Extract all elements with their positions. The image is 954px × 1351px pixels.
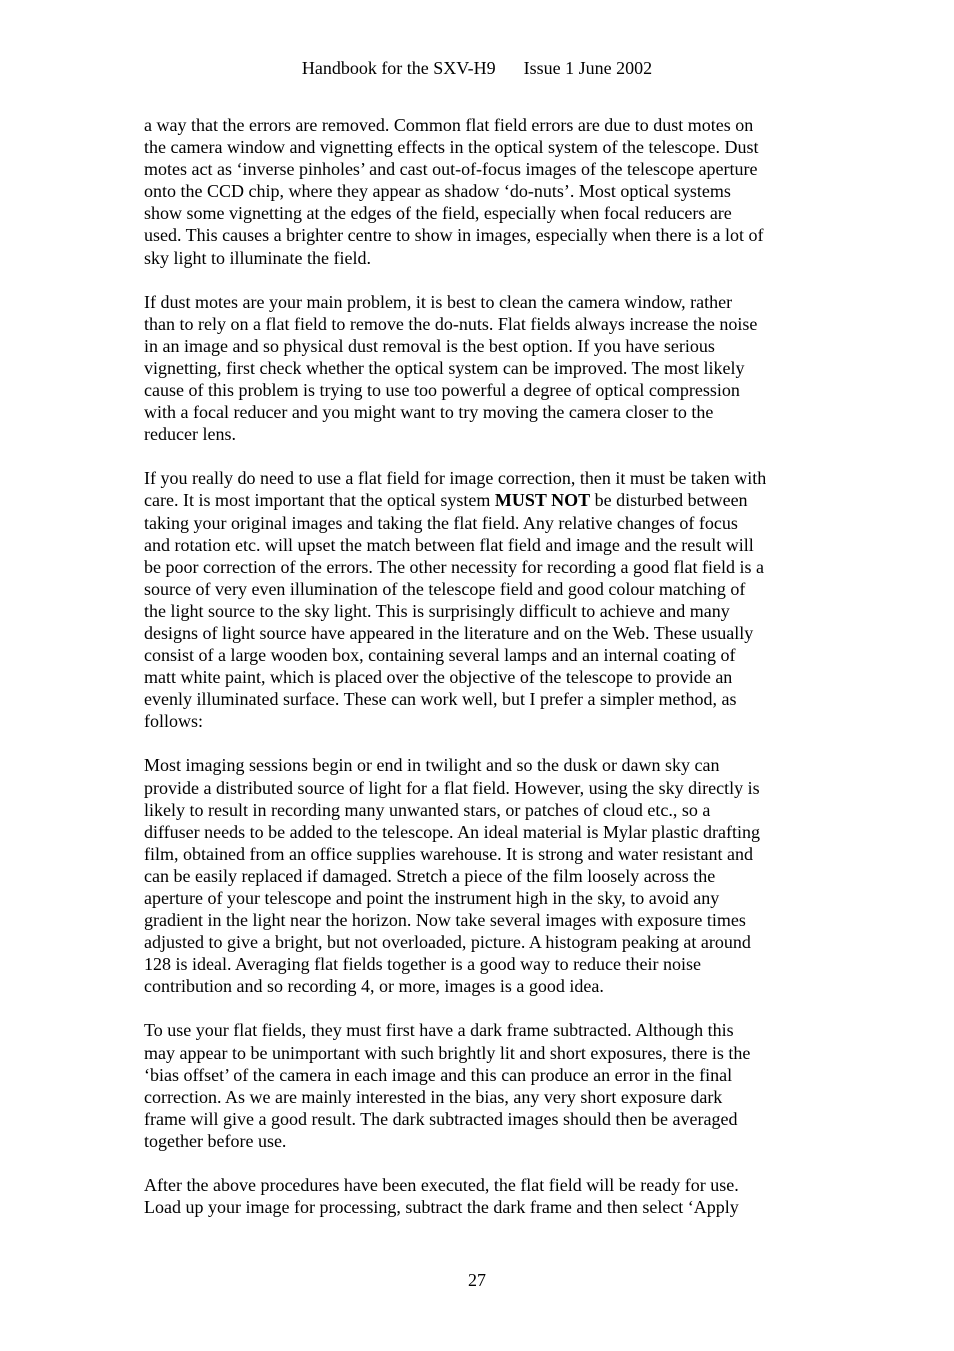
text-line: the light source to the sky light. This is surprisingly difficult to achieve and many [144,600,730,621]
running-header [0,57,954,79]
paragraph-5 [144,1019,816,1152]
text-line: ‘bias offset’ of the camera in each image and this can produce an error in the final [144,1064,733,1085]
text-line: cause of this problem is trying to use too powerful a degree of optical compression [144,380,740,401]
paragraph-3 [144,467,816,732]
emphasis-must-not: MUST NOT [494,490,591,511]
page-number: 27 [468,1270,486,1290]
text-line: film, obtained from an office supplies warehouse. It is strong and water resistant and [144,843,754,864]
text-line: To use your flat fields, they must first have a dark frame subtracted. Although this [144,1020,734,1041]
text-line: motes act as ‘inverse pinholes’ and cast out-of-focus images of the telescope aperture [144,159,758,180]
text-line: gradient in the light near the horizon. Now take several images with exposure times [144,910,746,931]
header-title: Handbook for the SXV-H9 [301,58,496,78]
paragraph-4 [144,754,816,997]
text-line: If you really do need to use a flat field for image correction, then it must be taken with [144,468,767,489]
paragraph-2 [144,291,816,446]
paragraph-1 [144,114,816,269]
text-line: source of very even illumination of the telescope field and good colour matching of [144,578,746,599]
text-line: adjusted to give a bright, but not overloaded, picture. A histogram peaking at around [144,932,751,953]
paragraph-6 [144,1174,816,1218]
text-line: diffuser needs to be added to the telescope. An ideal material is Mylar plastic drafting [144,821,760,842]
text-line: frame will give a good result. The dark subtracted images should then be averaged [144,1108,738,1129]
text-line: matt white paint, which is placed over the objective of the telescope to provide an [144,667,733,688]
text-line: onto the CCD chip, where they appear as shadow ‘do-nuts’. Most optical systems [144,181,731,202]
text-line: a way that the errors are removed. Common flat field errors are due to dust motes on [144,115,754,135]
text-line: together before use. [144,1130,287,1151]
text-line: vignetting, first check whether the optical system can be improved. The most likely [144,357,745,378]
text-line: correction. As we are mainly interested in the bias, any very short exposure dark [144,1086,723,1107]
text-line: After the above procedures have been executed, the flat field will be ready for use. [144,1175,739,1196]
text-line: and rotation etc. will upset the match between flat field and image and the result will [144,534,754,555]
text-line: taking your original images and taking the flat field. Any relative changes of focus [144,512,738,533]
text-line: sky light to illuminate the field. [144,247,371,268]
text-line: can be easily replaced if damaged. Stretch a piece of the film loosely across the [144,865,716,886]
text-line: may appear to be unimportant with such brightly lit and short exposures, there is the [144,1042,751,1063]
text-line: If dust motes are your main problem, it is best to clean the camera window, rather [144,291,733,312]
text-line: Load up your image for processing, subtract the dark frame and then select ‘Apply [144,1197,739,1218]
text-run: be disturbed between [590,490,748,511]
header-issue: Issue 1 June 2002 [523,58,653,78]
text-line: aperture of your telescope and point the instrument high in the sky, to avoid any [144,888,720,908]
text-line: be poor correction of the errors. The other necessity for recording a good flat field is a [144,556,764,577]
text-line: consist of a large wooden box, containing several lamps and an internal coating of [144,645,736,666]
text-line: follows: [144,711,204,732]
text-line: reducer lens. [144,424,236,445]
text-run: care. It is most important that the optical system [144,490,495,511]
text-line: contribution and so recording 4, or more, images is a good idea. [144,976,604,997]
body-text [144,114,816,1240]
text-line: Most imaging sessions begin or end in twilight and so the dusk or dawn sky can [144,755,720,776]
text-line: used. This causes a brighter centre to show in images, especially when there is a lot of [144,225,764,246]
text-line: in an image and so physical dust removal is the best option. If you have serious [144,335,715,356]
text-line: evenly illuminated surface. These can work well, but I prefer a simpler method, as [144,689,737,710]
text-line: likely to result in recording many unwanted stars, or patches of cloud etc., so a [144,799,711,820]
text-line: with a focal reducer and you might want to try moving the camera closer to the [144,402,714,423]
text-line: 128 is ideal. Averaging flat fields together is a good way to reduce their noise [144,954,702,975]
text-line: than to rely on a flat field to remove the do-nuts. Flat fields always increase the noise [144,313,758,334]
text-line: show some vignetting at the edges of the field, especially when focal reducers are [144,203,732,224]
text-line: designs of light source have appeared in the literature and on the Web. These usually [144,622,754,643]
text-line: the camera window and vignetting effects in the optical system of the telescope. Dust [144,137,759,158]
text-line [144,489,816,511]
text-line: provide a distributed source of light for a flat field. However, using the sky directly is [144,777,760,798]
